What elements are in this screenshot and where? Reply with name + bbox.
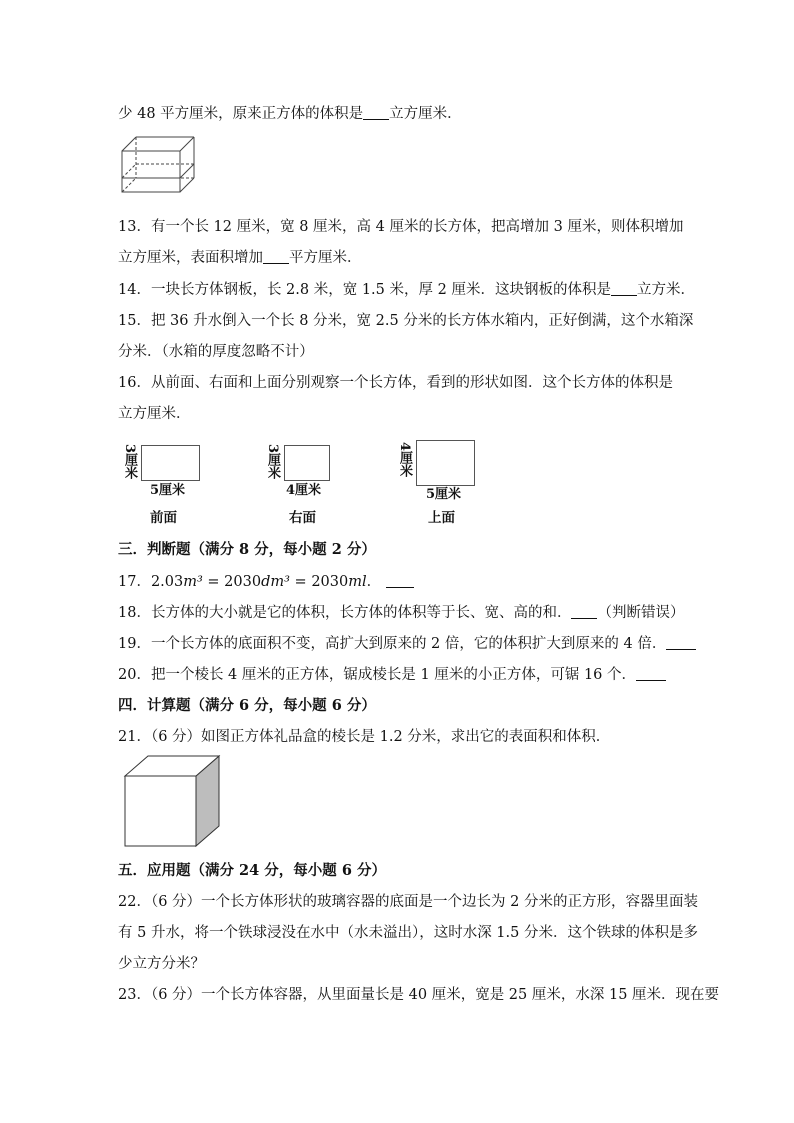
right-view-rect xyxy=(284,445,330,481)
question-13-line2: 立方厘米，表面积增加 平方厘米． xyxy=(118,250,362,266)
gift-box-cube-figure xyxy=(122,754,224,850)
top-bottom-label: 5厘米 xyxy=(426,487,462,502)
question-19: 19．一个长方体的底面积不变，高扩大到原来的 2 倍，它的体积扩大到原来的 4 倍． xyxy=(118,634,696,654)
question-23-line1: 23．（6 分）一个长方体容器，从里面量长是 40 厘米，宽是 25 厘米，水深 15 厘米．现在要 xyxy=(118,987,720,1003)
question-16-line1: 16．从前面、右面和上面分别观察一个长方体，看到的形状如图．这个长方体的体积是 xyxy=(118,375,673,391)
question-15-line1: 15．把 36 升水倒入一个长 8 分米，宽 2.5 分米的长方体水箱内，正好倒满，这个水箱深 xyxy=(118,313,694,329)
question-16-line2: 立方厘米． xyxy=(118,406,191,422)
question-22-line2: 有 5 升水，将一个铁球浸没在水中（水未溢出），这时水深 1.5 分米．这个铁球的体积是多 xyxy=(118,925,698,941)
top-view-rect xyxy=(416,440,475,486)
question-15-line2: 分米．（水箱的厚度忽略不计） xyxy=(118,344,314,360)
top-side-label: 4厘米 xyxy=(397,442,412,478)
question-22-line3: 少立方分米？ xyxy=(118,956,205,972)
question-20: 20．把一个棱长 4 厘米的正方体，锯成棱长是 1 厘米的小正方体，可锯 16 个． xyxy=(118,665,666,685)
front-side-label: 3厘米 xyxy=(122,444,137,480)
front-caption: 前面 xyxy=(150,510,177,526)
right-side-label: 3厘米 xyxy=(265,444,280,480)
answer-blank[interactable] xyxy=(263,249,289,264)
question-21: 21．（6 分）如图正方体礼品盒的棱长是 1.2 分米，求出它的表面积和体积． xyxy=(118,729,611,745)
answer-blank[interactable] xyxy=(611,281,637,296)
q12-tail: 少 48 平方厘米，原来正方体的体积是 立方厘米． xyxy=(118,106,462,122)
question-14: 14．一块长方体钢板，长 2.8 米，宽 1.5 米，厚 2 厘米．这块钢板的体积是 立方米． xyxy=(118,282,695,298)
question-18: 18．长方体的大小就是它的体积，长方体的体积等于长、宽、高的和． （判断错误） xyxy=(118,605,685,621)
right-caption: 右面 xyxy=(289,510,316,526)
question-13-line1: 13．有一个长 12 厘米，宽 8 厘米，高 4 厘米的长方体，把高增加 3 厘米，则体积增加 xyxy=(118,219,684,235)
question-17: 17．2.03m³ = 2030dm³ = 2030ml． xyxy=(118,572,414,592)
section-4-heading: 四．计算题（满分 6 分，每小题 6 分） xyxy=(118,697,376,714)
section-3-heading: 三．判断题（满分 8 分，每小题 2 分） xyxy=(118,541,376,558)
section-5-heading: 五．应用题（满分 24 分，每小题 6 分） xyxy=(118,862,386,879)
answer-blank[interactable] xyxy=(666,635,696,650)
front-bottom-label: 5厘米 xyxy=(150,483,186,498)
top-caption: 上面 xyxy=(428,510,455,526)
answer-blank[interactable] xyxy=(636,666,666,681)
cut-cube-figure xyxy=(118,134,198,196)
answer-blank[interactable] xyxy=(363,105,389,120)
answer-blank[interactable] xyxy=(386,573,414,588)
question-22-line1: 22．（6 分）一个长方体形状的玻璃容器的底面是一个边长为 2 分米的正方形，容器里面装 xyxy=(118,894,698,910)
right-bottom-label: 4厘米 xyxy=(286,483,322,498)
front-view-rect xyxy=(141,445,200,481)
answer-blank[interactable] xyxy=(571,604,597,619)
